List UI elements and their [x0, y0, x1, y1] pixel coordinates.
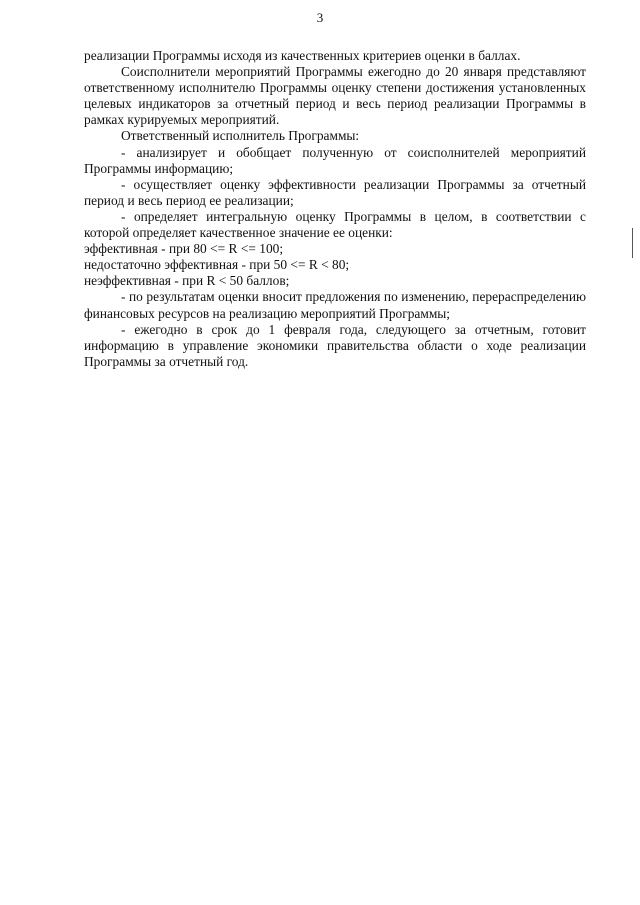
list-item-proposals: - по результатам оценки вносит предложения по изменению, перераспределению финансовых ресурсов на реализацию мероприятий Программы;	[84, 289, 586, 321]
document-body	[84, 48, 586, 370]
paragraph-coexecutors-report: Соисполнители мероприятий Программы ежегодно до 20 января представляют ответственному исполнителю Программы оценку степени достижения установленных целевых индикаторов за отчетный период и весь период реализации Программы в рамках курируемых мероприятий.	[84, 64, 586, 128]
rating-insufficient: недостаточно эффективная - при 50 <= R < 80;	[84, 257, 350, 273]
list-item-integral-assessment: - определяет интегральную оценку Программы в целом, в соответствии с которой определяет качественное значение ее оценки:	[84, 208, 586, 241]
paragraph-assessment-criteria: реализации Программы исходя из качественных критериев оценки в баллах.	[84, 48, 521, 63]
page-number: 3	[316, 10, 324, 25]
list-item-evaluates: - осуществляет оценку эффективности реализации Программы за отчетный период и весь период ее реализации;	[84, 176, 586, 208]
rating-ineffective: неэффективная - при R < 50 баллов;	[84, 273, 290, 289]
list-item-analyzes: - анализирует и обобщает полученную от соисполнителей мероприятий Программы информацию;	[84, 144, 586, 176]
rating-effective: эффективная - при 80 <= R <= 100;	[84, 241, 284, 257]
scan-margin-mark	[632, 228, 633, 258]
paragraph-responsible-executor: Ответственный исполнитель Программы:	[121, 128, 360, 144]
list-item-annual-report: - ежегодно в срок до 1 февраля года, следующего за отчетным, готовит информацию в управление экономики правительства области о ходе реализации Программы за отчетный год.	[84, 321, 586, 369]
